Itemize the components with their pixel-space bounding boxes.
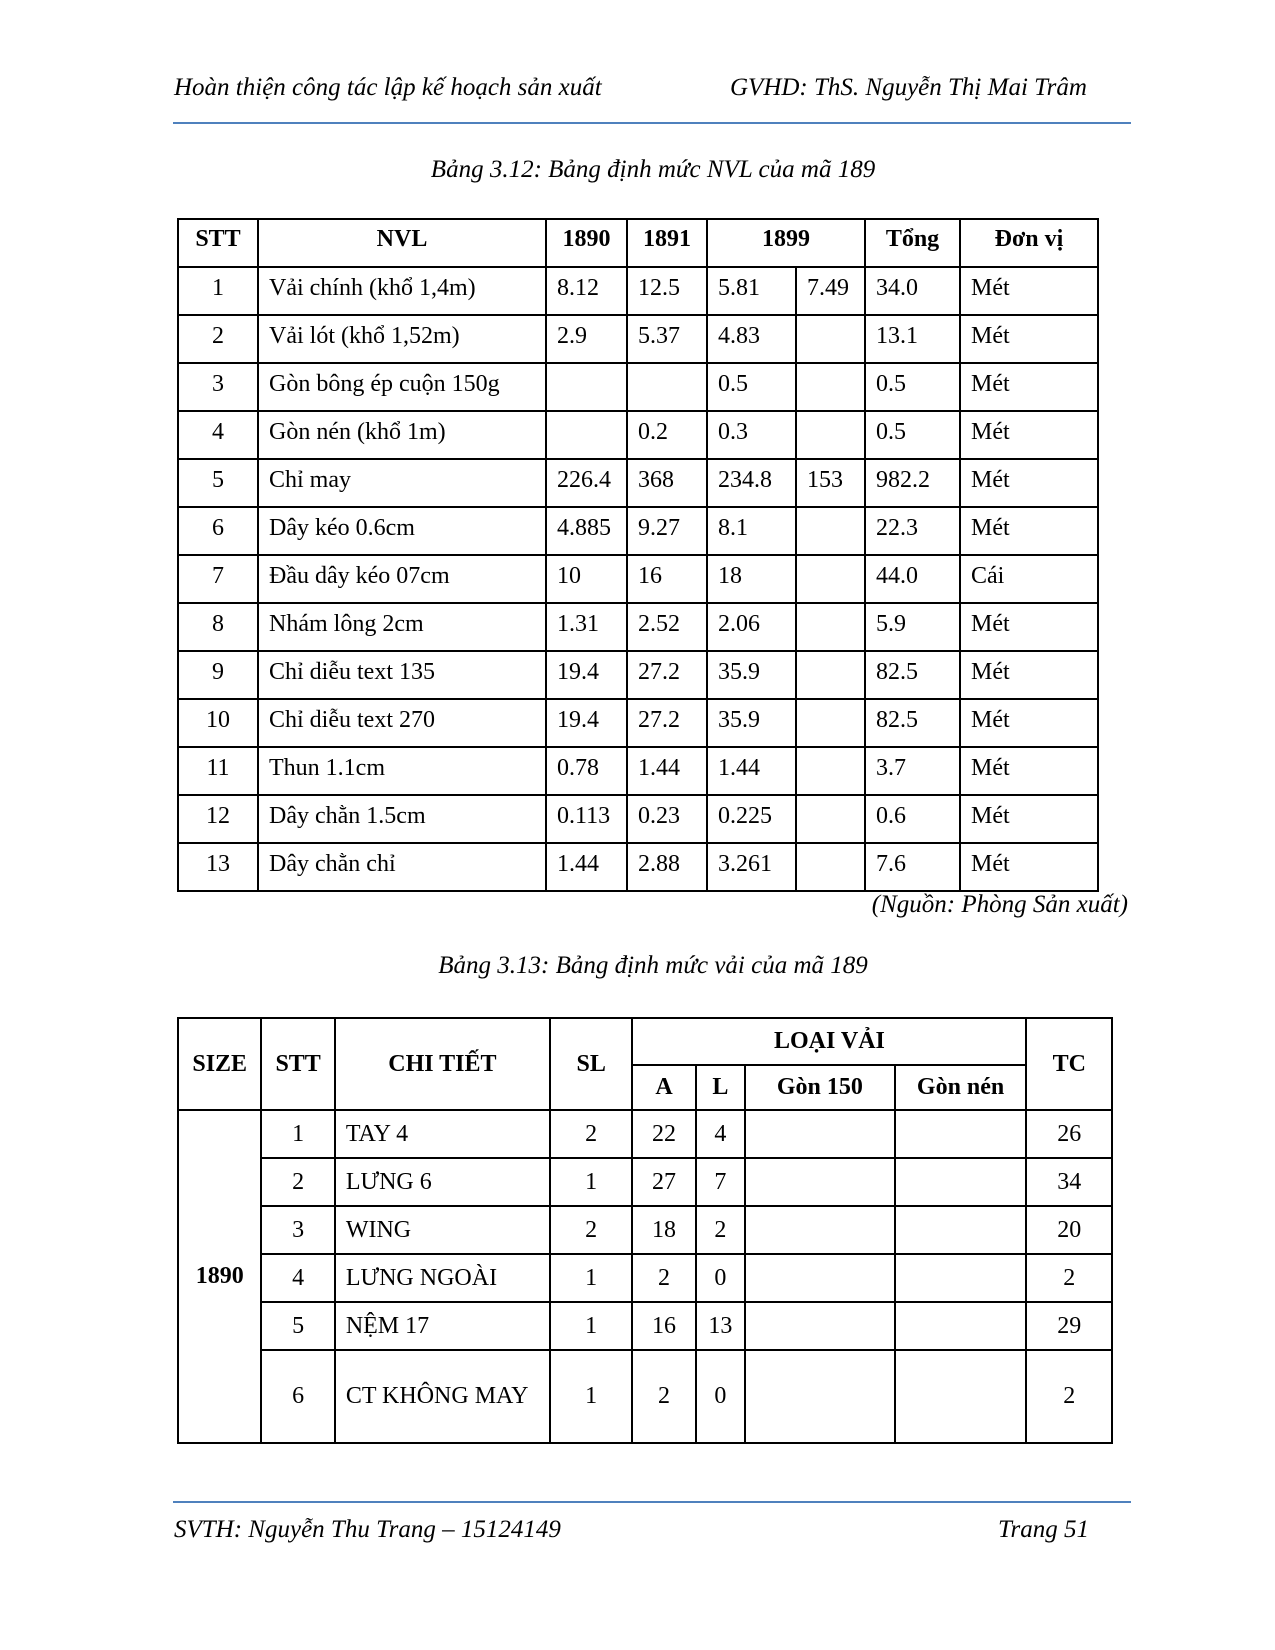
cell-c1899b <box>796 603 865 651</box>
cell-stt: 7 <box>178 555 258 603</box>
cell-donvi: Mét <box>960 315 1098 363</box>
cell-nvl: Dây chằn 1.5cm <box>258 795 546 843</box>
table2-caption: Bảng 3.13: Bảng định mức vải của mã 189 <box>438 952 868 979</box>
cell-nvl: Chỉ diễu text 270 <box>258 699 546 747</box>
cell-a: 2 <box>632 1350 695 1443</box>
cell-sl: 2 <box>550 1110 632 1158</box>
cell-nvl: Nhám lông 2cm <box>258 603 546 651</box>
table-row <box>178 507 1098 555</box>
cell-chitiet: TAY 4 <box>335 1110 550 1158</box>
cell-c1899a: 5.81 <box>707 267 796 315</box>
size-cell: 1890 <box>178 1110 261 1443</box>
cell-tong: 0.5 <box>865 411 960 459</box>
cell-gonnen <box>895 1302 1027 1350</box>
cell-c1891: 2.88 <box>627 843 707 891</box>
cell-sl: 1 <box>550 1302 632 1350</box>
cell-donvi: Mét <box>960 795 1098 843</box>
cell-c1891: 0.2 <box>627 411 707 459</box>
cell-donvi: Cái <box>960 555 1098 603</box>
header-divider <box>173 122 1131 124</box>
cell-stt: 2 <box>178 315 258 363</box>
cell-c1899b <box>796 699 865 747</box>
cell-nvl: Chỉ may <box>258 459 546 507</box>
cell-c1891: 368 <box>627 459 707 507</box>
cell-nvl: Vải lót (khổ 1,52m) <box>258 315 546 363</box>
cell-c1899b <box>796 651 865 699</box>
cell-gonnen <box>895 1158 1027 1206</box>
cell-a: 18 <box>632 1206 695 1254</box>
cell-nvl: Gòn nén (khổ 1m) <box>258 411 546 459</box>
cell-c1890: 19.4 <box>546 651 627 699</box>
cell-gonnen <box>895 1254 1027 1302</box>
col-header-1891: 1891 <box>627 219 707 267</box>
cell-c1890: 4.885 <box>546 507 627 555</box>
cell-stt: 12 <box>178 795 258 843</box>
cell-c1899b <box>796 843 865 891</box>
cell-c1899a: 35.9 <box>707 699 796 747</box>
cell-c1890: 2.9 <box>546 315 627 363</box>
cell-c1899b <box>796 555 865 603</box>
cell-l: 7 <box>696 1158 745 1206</box>
cell-stt: 4 <box>178 411 258 459</box>
cell-c1899a: 2.06 <box>707 603 796 651</box>
col-header-chitiet: CHI TIẾT <box>335 1018 550 1110</box>
cell-sl: 1 <box>550 1254 632 1302</box>
table-row <box>178 1302 1112 1350</box>
cell-c1899a: 3.261 <box>707 843 796 891</box>
material-norm-table <box>177 218 1099 892</box>
cell-nvl: Dây chằn chỉ <box>258 843 546 891</box>
col-header-1890: 1890 <box>546 219 627 267</box>
cell-c1890 <box>546 363 627 411</box>
cell-c1899b <box>796 363 865 411</box>
table-row <box>178 411 1098 459</box>
cell-stt: 10 <box>178 699 258 747</box>
cell-donvi: Mét <box>960 699 1098 747</box>
cell-chitiet: LƯNG 6 <box>335 1158 550 1206</box>
cell-c1899b: 7.49 <box>796 267 865 315</box>
footer-page-number: Trang 51 <box>998 1516 1090 1543</box>
col-header-donvi: Đơn vị <box>960 219 1098 267</box>
cell-c1891: 0.23 <box>627 795 707 843</box>
table-row <box>178 651 1098 699</box>
cell-donvi: Mét <box>960 363 1098 411</box>
cell-c1891: 16 <box>627 555 707 603</box>
cell-c1899a: 1.44 <box>707 747 796 795</box>
cell-tong: 44.0 <box>865 555 960 603</box>
cell-donvi: Mét <box>960 651 1098 699</box>
col-header-loaivai: LOẠI VẢI <box>632 1018 1026 1065</box>
cell-sl: 1 <box>550 1158 632 1206</box>
cell-tong: 22.3 <box>865 507 960 555</box>
cell-tc: 2 <box>1026 1350 1112 1443</box>
cell-c1899b <box>796 411 865 459</box>
cell-c1899a: 0.225 <box>707 795 796 843</box>
cell-nvl: Gòn bông ép cuộn 150g <box>258 363 546 411</box>
table-row <box>178 843 1098 891</box>
cell-gon150 <box>745 1350 895 1443</box>
cell-tong: 82.5 <box>865 699 960 747</box>
table-row <box>178 1158 1112 1206</box>
cell-c1890: 1.31 <box>546 603 627 651</box>
col-header-tong: Tổng <box>865 219 960 267</box>
cell-gon150 <box>745 1158 895 1206</box>
cell-nvl: Đầu dây kéo 07cm <box>258 555 546 603</box>
cell-tong: 34.0 <box>865 267 960 315</box>
table-row <box>178 795 1098 843</box>
cell-nvl: Chỉ diễu text 135 <box>258 651 546 699</box>
table-row <box>178 459 1098 507</box>
cell-c1899a: 18 <box>707 555 796 603</box>
cell-donvi: Mét <box>960 843 1098 891</box>
cell-c1890: 0.113 <box>546 795 627 843</box>
cell-sl: 2 <box>550 1206 632 1254</box>
col-header-tc: TC <box>1026 1018 1112 1110</box>
cell-tc: 34 <box>1026 1158 1112 1206</box>
cell-c1899b <box>796 795 865 843</box>
table1-source: (Nguồn: Phòng Sản xuất) <box>871 891 1128 918</box>
cell-stt: 2 <box>261 1158 334 1206</box>
cell-c1899a: 4.83 <box>707 315 796 363</box>
table-row <box>178 267 1098 315</box>
cell-stt: 3 <box>178 363 258 411</box>
cell-stt: 9 <box>178 651 258 699</box>
cell-c1899a: 0.5 <box>707 363 796 411</box>
cell-gon150 <box>745 1206 895 1254</box>
table-row <box>178 747 1098 795</box>
cell-c1890: 8.12 <box>546 267 627 315</box>
cell-c1899b <box>796 315 865 363</box>
table1-header-row <box>178 219 1098 267</box>
table-row <box>178 1350 1112 1443</box>
cell-l: 4 <box>696 1110 745 1158</box>
cell-tong: 0.6 <box>865 795 960 843</box>
cell-nvl: Vải chính (khổ 1,4m) <box>258 267 546 315</box>
cell-gonnen <box>895 1350 1027 1443</box>
footer-divider <box>173 1501 1131 1503</box>
cell-stt: 6 <box>178 507 258 555</box>
cell-tc: 20 <box>1026 1206 1112 1254</box>
cell-tong: 13.1 <box>865 315 960 363</box>
cell-c1899a: 234.8 <box>707 459 796 507</box>
cell-nvl: Dây kéo 0.6cm <box>258 507 546 555</box>
col-header-size: SIZE <box>178 1018 261 1110</box>
cell-c1899b <box>796 507 865 555</box>
table-row <box>178 1110 1112 1158</box>
cell-c1891 <box>627 363 707 411</box>
cell-donvi: Mét <box>960 411 1098 459</box>
header-supervisor: GVHD: ThS. Nguyễn Thị Mai Trâm <box>730 74 1087 101</box>
cell-c1890: 226.4 <box>546 459 627 507</box>
table-row <box>178 363 1098 411</box>
cell-stt: 1 <box>261 1110 334 1158</box>
cell-tong: 3.7 <box>865 747 960 795</box>
cell-l: 13 <box>696 1302 745 1350</box>
cell-gonnen <box>895 1206 1027 1254</box>
col-header-stt: STT <box>261 1018 334 1110</box>
cell-c1891: 27.2 <box>627 651 707 699</box>
cell-c1891: 2.52 <box>627 603 707 651</box>
cell-c1891: 5.37 <box>627 315 707 363</box>
cell-donvi: Mét <box>960 459 1098 507</box>
cell-c1899b: 153 <box>796 459 865 507</box>
table-row <box>178 555 1098 603</box>
cell-stt: 11 <box>178 747 258 795</box>
cell-c1899a: 8.1 <box>707 507 796 555</box>
cell-stt: 13 <box>178 843 258 891</box>
col-header-gon150: Gòn 150 <box>745 1065 895 1110</box>
cell-l: 2 <box>696 1206 745 1254</box>
cell-a: 27 <box>632 1158 695 1206</box>
col-header-nvl: NVL <box>258 219 546 267</box>
cell-gon150 <box>745 1254 895 1302</box>
cell-chitiet: WING <box>335 1206 550 1254</box>
cell-tc: 26 <box>1026 1110 1112 1158</box>
cell-stt: 1 <box>178 267 258 315</box>
col-header-l: L <box>696 1065 745 1110</box>
cell-c1890: 10 <box>546 555 627 603</box>
cell-tong: 82.5 <box>865 651 960 699</box>
fabric-norm-table <box>177 1017 1113 1444</box>
table-row <box>178 603 1098 651</box>
cell-c1890: 0.78 <box>546 747 627 795</box>
col-header-stt: STT <box>178 219 258 267</box>
cell-nvl: Thun 1.1cm <box>258 747 546 795</box>
table-row <box>178 699 1098 747</box>
cell-chitiet: LƯNG NGOÀI <box>335 1254 550 1302</box>
cell-c1899b <box>796 747 865 795</box>
cell-tong: 982.2 <box>865 459 960 507</box>
cell-donvi: Mét <box>960 507 1098 555</box>
cell-c1890: 1.44 <box>546 843 627 891</box>
table1-caption: Bảng 3.12: Bảng định mức NVL của mã 189 <box>430 156 876 183</box>
table-row <box>178 1254 1112 1302</box>
cell-chitiet: NỆM 17 <box>335 1302 550 1350</box>
cell-c1890: 19.4 <box>546 699 627 747</box>
cell-stt: 8 <box>178 603 258 651</box>
cell-a: 16 <box>632 1302 695 1350</box>
cell-stt: 5 <box>178 459 258 507</box>
cell-donvi: Mét <box>960 267 1098 315</box>
cell-a: 2 <box>632 1254 695 1302</box>
col-header-1899: 1899 <box>707 219 865 267</box>
cell-sl: 1 <box>550 1350 632 1443</box>
table-row <box>178 1206 1112 1254</box>
cell-l: 0 <box>696 1350 745 1443</box>
cell-gon150 <box>745 1110 895 1158</box>
cell-stt: 3 <box>261 1206 334 1254</box>
header-document-title: Hoàn thiện công tác lập kế hoạch sản xuất <box>174 74 602 101</box>
table2-header-row-1 <box>178 1018 1112 1065</box>
cell-gonnen <box>895 1110 1027 1158</box>
cell-c1891: 12.5 <box>627 267 707 315</box>
cell-c1891: 1.44 <box>627 747 707 795</box>
cell-tc: 29 <box>1026 1302 1112 1350</box>
cell-a: 22 <box>632 1110 695 1158</box>
footer-student: SVTH: Nguyễn Thu Trang – 15124149 <box>174 1516 561 1543</box>
cell-stt: 5 <box>261 1302 334 1350</box>
col-header-sl: SL <box>550 1018 632 1110</box>
cell-tong: 7.6 <box>865 843 960 891</box>
col-header-a: A <box>632 1065 695 1110</box>
table-row <box>178 315 1098 363</box>
cell-stt: 6 <box>261 1350 334 1443</box>
cell-chitiet: CT KHÔNG MAY <box>335 1350 550 1443</box>
cell-tong: 5.9 <box>865 603 960 651</box>
cell-c1891: 9.27 <box>627 507 707 555</box>
cell-tc: 2 <box>1026 1254 1112 1302</box>
cell-l: 0 <box>696 1254 745 1302</box>
cell-donvi: Mét <box>960 747 1098 795</box>
cell-c1899a: 35.9 <box>707 651 796 699</box>
cell-c1890 <box>546 411 627 459</box>
cell-c1899a: 0.3 <box>707 411 796 459</box>
cell-stt: 4 <box>261 1254 334 1302</box>
cell-tong: 0.5 <box>865 363 960 411</box>
col-header-gonnen: Gòn nén <box>895 1065 1027 1110</box>
cell-gon150 <box>745 1302 895 1350</box>
cell-donvi: Mét <box>960 603 1098 651</box>
cell-c1891: 27.2 <box>627 699 707 747</box>
